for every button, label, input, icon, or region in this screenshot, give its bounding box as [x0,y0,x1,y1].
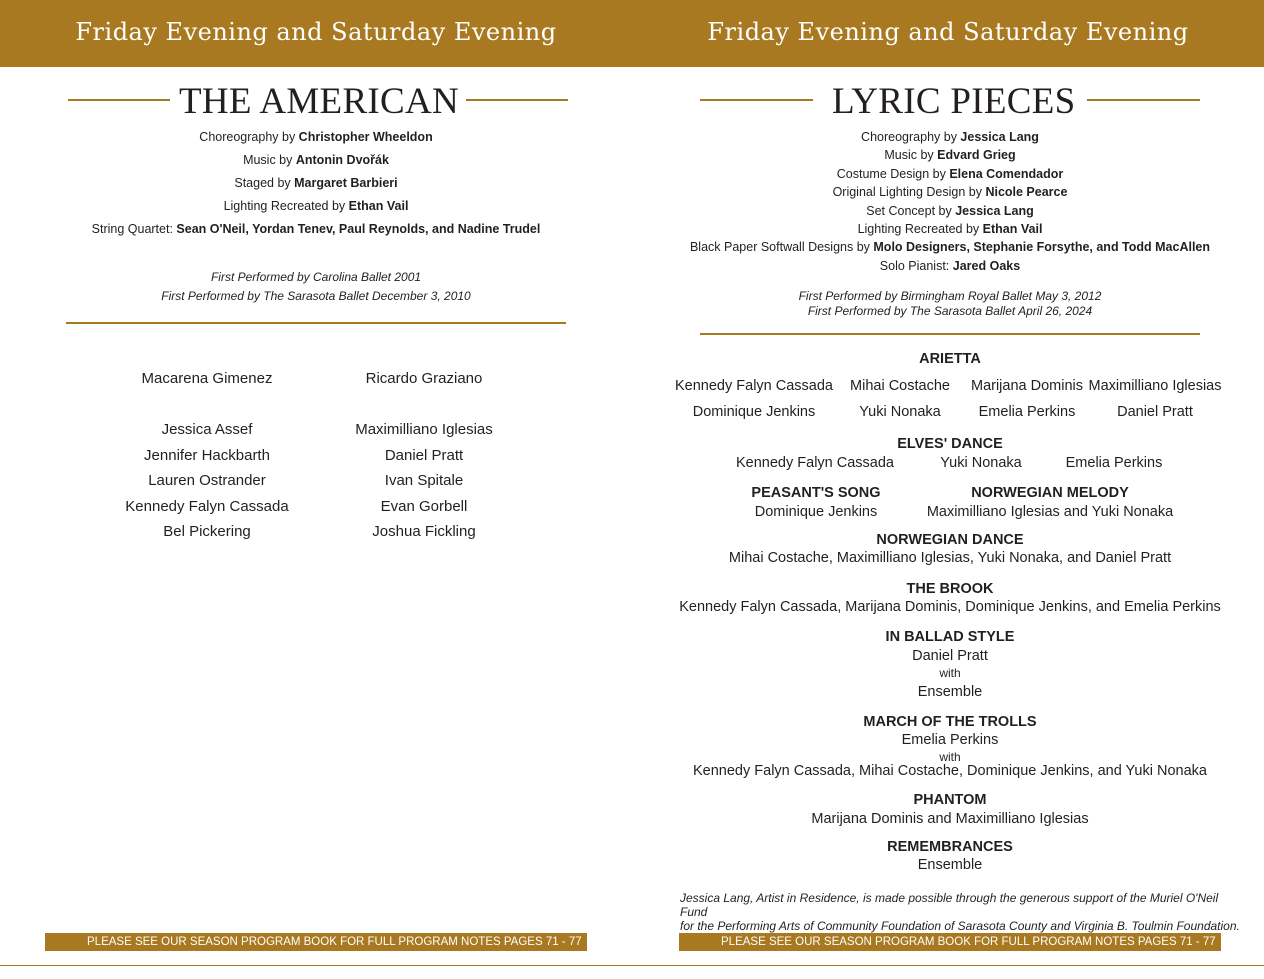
premiere-line: First Performed by Birmingham Royal Ballet May 3, 2012 [798,289,1102,303]
section-title-the-brook: THE BROOK [906,581,994,597]
cast-name: Yuki Nonaka [940,455,1022,471]
section-title-phantom: PHANTOM [913,792,987,808]
credit-lighting: Lighting Recreated by Ethan Vail [857,222,1043,236]
section-title-march-of-the-trolls: MARCH OF THE TROLLS [863,714,1037,730]
bottom-rule [0,965,1264,966]
credit-solo-pianist: Solo Pianist: Jared Oaks [879,259,1021,273]
cast-name: Marijana Dominis and Maximilliano Iglesias [811,811,1089,827]
cast-name: Mihai Costache [850,378,950,394]
cast-name: Kennedy Falyn Cassada [675,378,833,394]
cast-name: Joshua Fickling [372,523,476,540]
cast-name: Daniel Pratt [1117,404,1193,420]
right-header-band [632,0,1264,67]
section-title-arietta: ARIETTA [919,351,981,367]
cast-name: Dominique Jenkins [692,404,816,420]
section-title-remembrances: REMEMBRANCES [887,839,1013,855]
cast-name: Ensemble [917,684,983,700]
cast-name: Emelia Perkins [978,404,1076,420]
note-line: for the Performing Arts of Community Foundation of Sarasota County and Virginia B. Toulmin Foundation. [680,919,1240,933]
left-header-band [0,0,632,67]
premiere-line: First Performed by Carolina Ballet 2001 [210,270,422,284]
cast-name: Ivan Spitale [384,472,464,489]
left-title: THE AMERICAN [179,81,460,122]
right-divider [700,333,1200,335]
section-title-in-ballad-style: IN BALLAD STYLE [885,629,1015,645]
credit-music: Music by Edvard Grieg [884,148,1016,162]
cast-name: Marijana Dominis [970,378,1083,394]
cast-name: Yuki Nonaka [859,404,941,420]
cast-name: Daniel Pratt [912,648,988,664]
principal-name: Ricardo Graziano [365,370,483,387]
credit-choreography: Choreography by Christopher Wheeldon [199,130,433,144]
right-title-rule-left [700,99,813,101]
cast-name: Jessica Assef [161,421,253,438]
cast-name: Kennedy Falyn Cassada, Marijana Dominis, Dominique Jenkins, and Emelia Perkins [679,599,1221,615]
cast-name: Daniel Pratt [384,447,464,464]
principal-name: Macarena Gimenez [141,370,273,387]
credit-choreography: Choreography by Jessica Lang [861,130,1039,144]
cast-name: Maximilliano Iglesias [1088,378,1222,394]
credit-softwall: Black Paper Softwall Designs by Molo Designers, Stephanie Forsythe, and Todd MacAllen [689,240,1211,254]
left-header-text: Friday Evening and Saturday Evening [75,18,557,46]
credit-original-lighting: Original Lighting Design by Nicole Pearce [832,185,1068,199]
cast-name: Mihai Costache, Maximilliano Iglesias, Yuki Nonaka, and Daniel Pratt [728,550,1172,566]
cast-name: Maximilliano Iglesias [355,421,493,438]
credit-costume: Costume Design by Elena Comendador [836,167,1064,181]
premiere-line: First Performed by The Sarasota Ballet December 3, 2010 [161,289,471,303]
right-header-text: Friday Evening and Saturday Evening [707,18,1189,46]
right-footer-banner: PLEASE SEE OUR SEASON PROGRAM BOOK FOR FULL PROGRAM NOTES PAGES 71 - 77 [679,933,1221,951]
right-title: LYRIC PIECES [832,81,1076,122]
left-divider [66,322,566,324]
with-label: with [939,750,961,764]
cast-name: Lauren Ostrander [148,472,266,489]
section-title-elves-dance: ELVES' DANCE [897,436,1003,452]
credit-set-concept: Set Concept by Jessica Lang [866,204,1034,218]
section-title-norwegian-melody: NORWEGIAN MELODY [971,485,1129,501]
left-title-rule-right [466,99,568,101]
artist-in-residence-note [680,891,1240,933]
left-footer-banner: PLEASE SEE OUR SEASON PROGRAM BOOK FOR FULL PROGRAM NOTES PAGES 71 - 77 [45,933,587,951]
note-line: Jessica Lang, Artist in Residence, is made possible through the generous support of the Muriel O'Neil Fund [680,891,1219,919]
right-title-rule-right [1087,99,1200,101]
cast-name: Jennifer Hackbarth [144,447,270,464]
credit-lighting: Lighting Recreated by Ethan Vail [223,199,409,213]
credit-staged: Staged by Margaret Barbieri [234,176,398,190]
section-title-peasants-song: PEASANT'S SONG [751,485,881,501]
credit-string-quartet: String Quartet: Sean O'Neil, Yordan Tenev, Paul Reynolds, and Nadine Trudel [91,222,541,236]
credit-music: Music by Antonin Dvořák [243,153,389,167]
right-page [632,0,1264,979]
cast-name: Emelia Perkins [1065,455,1163,471]
cast-name: Bel Pickering [163,523,251,540]
right-title-row [632,80,1264,122]
premiere-line: First Performed by The Sarasota Ballet April 26, 2024 [807,304,1093,318]
cast-name: Evan Gorbell [380,498,468,515]
cast-name: Kennedy Falyn Cassada [736,455,894,471]
cast-name: Kennedy Falyn Cassada, Mihai Costache, Dominique Jenkins, and Yuki Nonaka [693,763,1207,779]
section-title-norwegian-dance: NORWEGIAN DANCE [876,532,1024,548]
cast-name: Maximilliano Iglesias and Yuki Nonaka [926,504,1174,520]
left-title-row [0,80,632,122]
cast-name: Dominique Jenkins [754,504,878,520]
cast-name: Emelia Perkins [901,732,999,748]
left-title-rule-left [68,99,170,101]
cast-name: Ensemble [917,857,983,873]
with-label: with [939,666,961,680]
cast-name: Kennedy Falyn Cassada [125,498,289,515]
